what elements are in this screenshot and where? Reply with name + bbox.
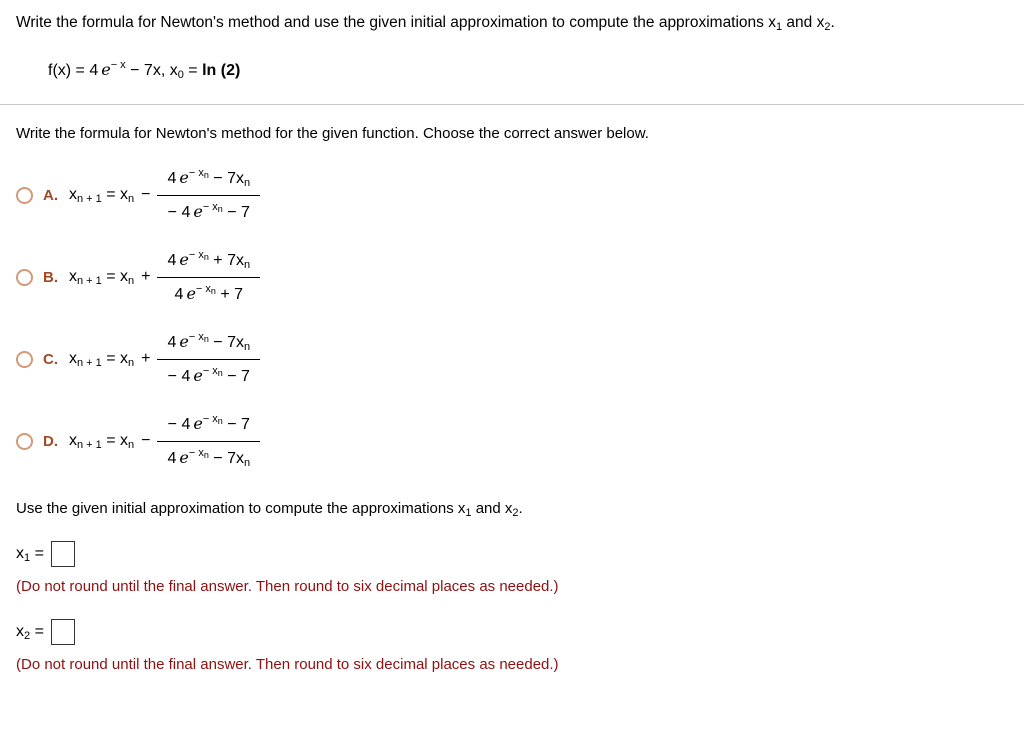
coefficient: 4	[167, 450, 177, 467]
e-symbol: e	[179, 168, 189, 187]
option-c-formula	[69, 330, 260, 388]
fraction-numerator	[157, 330, 260, 360]
answer-row-x2	[16, 619, 1008, 645]
exponent-subscript: n	[217, 204, 223, 214]
x2-input[interactable]	[51, 619, 75, 645]
exponent	[189, 447, 209, 459]
exponent	[189, 167, 209, 179]
math-text: − 7x	[208, 450, 244, 467]
math-text: = x	[101, 350, 129, 367]
exponent	[189, 249, 209, 261]
math-text: f(x) = 4	[48, 62, 99, 79]
operator: +	[141, 350, 151, 367]
exponent-text: − x	[202, 365, 218, 377]
math-text: x	[69, 186, 77, 203]
exponent	[189, 331, 209, 343]
subscript: 1	[465, 507, 472, 519]
lhs-expression	[69, 268, 134, 286]
answer-option-c	[16, 330, 1008, 388]
lhs-expression	[69, 432, 134, 450]
fraction-numerator	[157, 166, 260, 196]
radio-option-a[interactable]	[16, 187, 33, 204]
subscript: n	[128, 439, 135, 451]
math-text: − 7	[222, 204, 250, 221]
math-text: − 7x	[208, 170, 244, 187]
e-symbol: e	[179, 250, 189, 269]
exponent	[203, 201, 223, 213]
math-text: − 7	[222, 416, 250, 433]
compute-text: and x	[471, 500, 513, 517]
math-text: = x	[101, 186, 129, 203]
option-letter: A.	[43, 186, 58, 204]
coefficient: 4	[167, 334, 177, 351]
subscript: 2	[24, 630, 31, 642]
math-text: = x	[101, 268, 129, 285]
fraction-numerator	[157, 248, 260, 278]
exponent	[196, 283, 216, 295]
exponent-text: − x	[195, 283, 211, 295]
exponent-subscript: n	[217, 368, 223, 378]
fraction-denominator	[157, 196, 260, 224]
exponent-text: − x	[202, 201, 218, 213]
math-text: =	[30, 623, 44, 640]
coefficient: − 4	[167, 368, 191, 385]
subscript: 1	[24, 552, 31, 564]
subscript: n + 1	[77, 275, 102, 287]
problem-text: Write the formula for Newton's method and use the given initial approximation to compute the approximations x	[16, 14, 776, 31]
answer-option-a	[16, 166, 1008, 224]
radio-option-b[interactable]	[16, 269, 33, 286]
exponent-subscript: n	[203, 252, 209, 262]
coefficient: 4	[167, 252, 177, 269]
e-symbol: e	[193, 366, 203, 385]
answer-option-b	[16, 248, 1008, 306]
compute-text: Use the given initial approximation to compute the approximations x	[16, 500, 466, 517]
fraction	[157, 248, 260, 306]
math-text: x	[16, 623, 24, 640]
coefficient: 4	[167, 170, 177, 187]
exponent-text: − x	[188, 447, 204, 459]
e-symbol: e	[186, 284, 196, 303]
math-text: x	[16, 545, 24, 562]
e-symbol: e	[101, 60, 111, 79]
subscript: 0	[177, 69, 184, 81]
exponent-text: − x	[188, 249, 204, 261]
fraction	[157, 412, 260, 470]
option-letter: C.	[43, 350, 58, 368]
x2-label	[16, 623, 44, 641]
subscript: n	[128, 275, 135, 287]
coefficient: 4	[174, 286, 184, 303]
exponent-subscript: n	[203, 170, 209, 180]
coefficient: − 4	[167, 204, 191, 221]
exponent-text: − x	[188, 331, 204, 343]
fraction-denominator	[157, 360, 260, 388]
e-symbol: e	[193, 414, 203, 433]
math-text: x	[69, 350, 77, 367]
function-definition	[48, 60, 1008, 80]
answer-option-d	[16, 412, 1008, 470]
operator: −	[141, 186, 151, 203]
option-b-formula	[69, 248, 260, 306]
operator: +	[141, 268, 151, 285]
question-prompt: Write the formula for Newton's method for the given function. Choose the correct answer below.	[16, 125, 649, 142]
coefficient: − 4	[167, 416, 191, 433]
radio-option-c[interactable]	[16, 351, 33, 368]
compute-prompt	[16, 500, 1008, 517]
answer-options	[16, 166, 1008, 470]
divider	[0, 104, 1024, 105]
math-text: x	[69, 432, 77, 449]
fraction-denominator	[157, 442, 260, 470]
e-symbol: e	[193, 202, 203, 221]
rounding-note-x1: (Do not round until the final answer. Then round to six decimal places as needed.)	[16, 578, 559, 595]
subscript: 2	[824, 21, 831, 33]
subscript: n	[128, 193, 135, 205]
math-text: − 7	[222, 368, 250, 385]
subscript: n	[128, 357, 135, 369]
subscript: n	[244, 457, 251, 469]
subscript: n + 1	[77, 193, 102, 205]
math-text: + 7	[215, 286, 244, 303]
exponent	[203, 365, 223, 377]
option-d-formula	[69, 412, 260, 470]
math-text: = x	[101, 432, 129, 449]
math-text: =	[183, 62, 203, 79]
subscript: n + 1	[77, 357, 102, 369]
e-symbol: e	[179, 448, 189, 467]
e-symbol: e	[179, 332, 189, 351]
lhs-expression	[69, 350, 134, 368]
answer-row-x1	[16, 541, 1008, 567]
exponent-text: − x	[202, 413, 218, 425]
fraction-numerator	[157, 412, 260, 442]
x1-input[interactable]	[51, 541, 75, 567]
initial-value: ln (2)	[202, 62, 241, 79]
option-a-formula	[69, 166, 260, 224]
rounding-note-x2: (Do not round until the final answer. Then round to six decimal places as needed.)	[16, 656, 559, 673]
exponent-subscript: n	[210, 286, 216, 296]
math-text: + 7x	[208, 252, 244, 269]
exponent-text: − x	[188, 167, 204, 179]
math-text: =	[30, 545, 44, 562]
math-text: x	[69, 268, 77, 285]
problem-text: and x	[782, 14, 825, 31]
subscript: 1	[775, 21, 783, 33]
subscript: n	[244, 259, 251, 271]
option-letter: D.	[43, 432, 58, 450]
exponent	[111, 59, 126, 71]
x1-label	[16, 545, 44, 563]
subscript: 2	[512, 507, 519, 519]
fraction-denominator	[157, 278, 260, 306]
exponent-subscript: n	[217, 416, 223, 426]
exponent-text: − x	[110, 59, 126, 71]
subscript: n	[244, 177, 251, 189]
exponent-subscript: n	[203, 450, 209, 460]
exponent-subscript: n	[203, 334, 209, 344]
exponent	[203, 413, 223, 425]
math-text: − 7x, x	[125, 62, 178, 79]
math-text: − 7x	[208, 334, 244, 351]
problem-text: .	[830, 14, 835, 31]
option-letter: B.	[43, 268, 58, 286]
lhs-expression	[69, 186, 134, 204]
problem-statement	[16, 12, 1008, 32]
operator: −	[141, 432, 151, 449]
subscript: n + 1	[77, 439, 102, 451]
fraction	[157, 166, 260, 224]
subscript: n	[244, 341, 251, 353]
radio-option-d[interactable]	[16, 433, 33, 450]
fraction	[157, 330, 260, 388]
compute-text: .	[518, 500, 523, 517]
